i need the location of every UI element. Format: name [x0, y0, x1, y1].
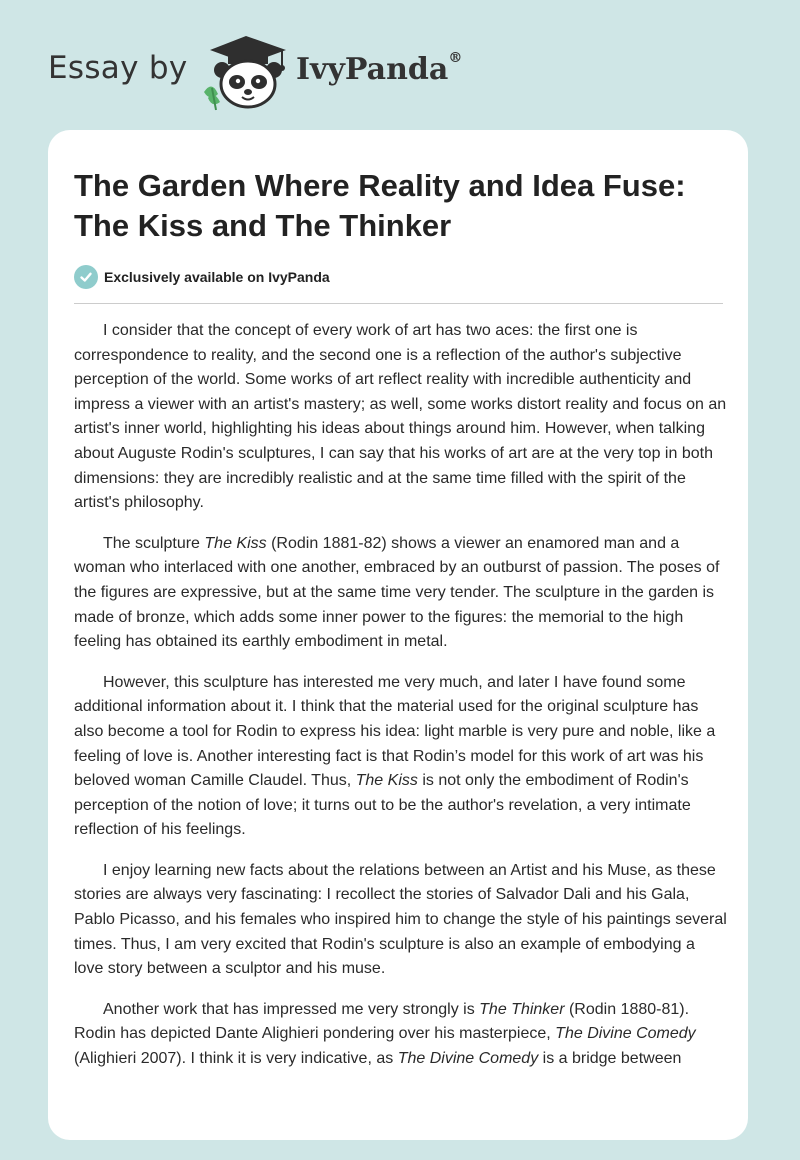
- italic-title-text: The Kiss: [355, 772, 418, 790]
- paragraph-text: is not only the embodiment of Rodin's perception of the notion of love; it turns out to be the author's revelation, a very intimate reflection of his feelings.: [74, 772, 691, 839]
- panda-logo-icon[interactable]: [198, 32, 298, 112]
- exclusive-badge: [74, 264, 330, 290]
- brand-name[interactable]: [296, 52, 462, 87]
- paragraph-text: Another work that has impressed me very strongly is: [103, 1000, 480, 1018]
- essay-card: [48, 130, 748, 1140]
- paragraph-text: The sculpture: [103, 534, 205, 552]
- italic-title-text: The Thinker: [479, 1000, 565, 1018]
- exclusive-label: Exclusively available on IvyPanda: [104, 269, 330, 285]
- paragraph-text: is a bridge between: [538, 1050, 682, 1068]
- registered-mark: ®: [448, 50, 463, 66]
- essay-paragraph: [74, 859, 728, 982]
- essay-by-label: Essay by: [48, 50, 188, 86]
- paragraph-text: (Rodin 1880-81). Rodin has depicted Dante Alighieri pondering over his masterpiece,: [74, 1000, 690, 1043]
- italic-title-text: The Kiss: [204, 534, 267, 552]
- paragraph-text: (Alighieri 2007). I think it is very indicative, as: [74, 1050, 398, 1068]
- italic-title-text: The Divine Comedy: [397, 1050, 539, 1068]
- divider: [74, 303, 723, 304]
- paragraph-text: (Rodin 1881-82) shows a viewer an enamored man and a woman who interlaced with one another, embraced by an outburst of passion. The poses of the figures are expressive, but at the same time very tender. The sculpture in the garden is made of bronze, which adds some inner power to the figures: the memorial to the high feeling has obtained its earthly embodiment in metal.: [74, 534, 720, 651]
- essay-paragraph: [74, 998, 728, 1072]
- site-header: [0, 0, 800, 130]
- paragraph-text: However, this sculpture has interested me very much, and later I have found some additional information about it. I think that the material used for the original sculpture has also become a tool for Rodin to express his idea: light marble is very pure and noble, like a feeling of love is. Another interesting fact is that Rodin’s model for this work of art was his beloved woman Camille Claudel. Thus,: [74, 673, 716, 790]
- italic-title-text: The Divine Comedy: [555, 1025, 696, 1043]
- essay-paragraph: [74, 532, 728, 655]
- essay-paragraph: [74, 671, 728, 843]
- essay-title: The Garden Where Reality and Idea Fuse: The Kiss and The Thinker: [74, 168, 686, 243]
- brand-text: IvyPanda: [296, 52, 449, 87]
- essay-paragraph: [74, 319, 728, 516]
- check-circle-icon: [74, 265, 98, 289]
- paragraph-text: I enjoy learning new facts about the relations between an Artist and his Muse, as these stories are always very fascinating: I recollect the stories of Salvador Dali and his Gala, Pablo Picasso, and his females who inspired him to change the style of his paintings several times. Thus, I am very excited that Rodin's sculpture is also an example of embodying a love story between a sculptor and his muse.: [74, 861, 727, 978]
- paragraph-text: I consider that the concept of every work of art has two aces: the first one is correspondence to reality, and the second one is a reflection of the author's subjective perception of the world. Some works of art reflect reality with incredible authenticity and impress a viewer with an artist's mastery; as well, some works distort reality and focus on an artist's inner world, highlighting his ideas about things around him. However, when talking about Auguste Rodin's sculptures, I can say that his works of art are at the very top in both dimensions: they are incredibly realistic and at the same time filled with the spirit of the artist's philosophy.: [74, 322, 727, 512]
- essay-body: [74, 319, 728, 1088]
